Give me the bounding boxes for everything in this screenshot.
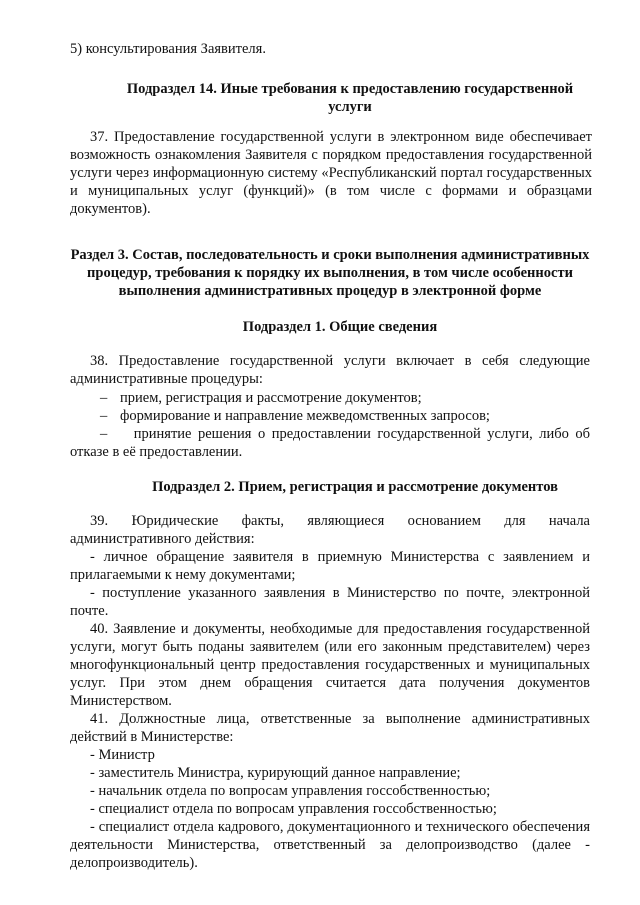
list-item bbox=[70, 389, 590, 407]
list-item bbox=[70, 407, 590, 425]
subsection-1-heading: Подраздел 1. Общие сведения bbox=[242, 319, 438, 335]
list-item-text: прием, регистрация и рассмотрение документов; bbox=[120, 390, 422, 406]
paragraph-39: 39. Юридические факты, являющиеся основанием для начала административного действия: bbox=[70, 513, 590, 547]
dash-bullet: – bbox=[100, 408, 108, 424]
list-item-text: принятие решения о предоставлении государственной услуги, либо об отказе в её предоставлении. bbox=[70, 426, 590, 460]
paragraph-37: 37. Предоставление государственной услуги в электронном виде обеспечивает возможность ознакомления Заявителя с порядком предоставления государственной услуги через информационную систему «Республиканский портал государственных и муниципальных услуг (функций)» (в том числе с формами и образцами документов). bbox=[70, 129, 592, 217]
paragraph-39-item: - поступление указанного заявления в Министерство по почте, электронной почте. bbox=[70, 585, 590, 619]
paragraph-39-item: - личное обращение заявителя в приемную Министерства с заявлением и прилагаемыми к нему документами; bbox=[70, 549, 590, 583]
paragraph-41-item: - начальник отдела по вопросам управления госсобственностью; bbox=[90, 783, 491, 799]
paragraph-41-item: - заместитель Министра, курирующий данное направление; bbox=[90, 765, 461, 781]
section-3-heading: Раздел 3. Состав, последовательность и сроки выполнения административных процедур, требования к порядку их выполнения, в том числе особенности выполнения административных процедур в электронной форме bbox=[70, 247, 590, 299]
dash-bullet: – bbox=[100, 426, 108, 442]
paragraph-41: 41. Должностные лица, ответственные за выполнение административных действий в Министерстве: bbox=[70, 711, 590, 745]
dash-bullet: – bbox=[100, 390, 108, 406]
list-item bbox=[70, 425, 590, 461]
subsection-14-heading: Подраздел 14. Иные требования к предоставлению государственной услуги bbox=[126, 81, 574, 115]
paragraph: 5) консультирования Заявителя. bbox=[70, 41, 266, 57]
paragraph-41-item: - специалист отдела по вопросам управления госсобственностью; bbox=[90, 801, 497, 817]
paragraph-38: 38. Предоставление государственной услуги включает в себя следующие административные процедуры: bbox=[70, 353, 590, 387]
paragraph-41-item: - специалист отдела кадрового, документационного и технического обеспечения деятельности Министерства, ответственный за делопроизводство (далее - делопроизводитель). bbox=[70, 819, 590, 871]
subsection-2-heading: Подраздел 2. Прием, регистрация и рассмотрение документов bbox=[152, 479, 558, 495]
list-item-text: формирование и направление межведомственных запросов; bbox=[120, 408, 490, 424]
paragraph-40: 40. Заявление и документы, необходимые для предоставления государственной услуги, могут быть поданы заявителем (или его законным представителем) через многофункциональный центр предоставления государственных и муниципальных услуг. При этом днем обращения считается дата получения документов Министерством. bbox=[70, 621, 590, 709]
paragraph-41-item: - Министр bbox=[90, 747, 155, 763]
